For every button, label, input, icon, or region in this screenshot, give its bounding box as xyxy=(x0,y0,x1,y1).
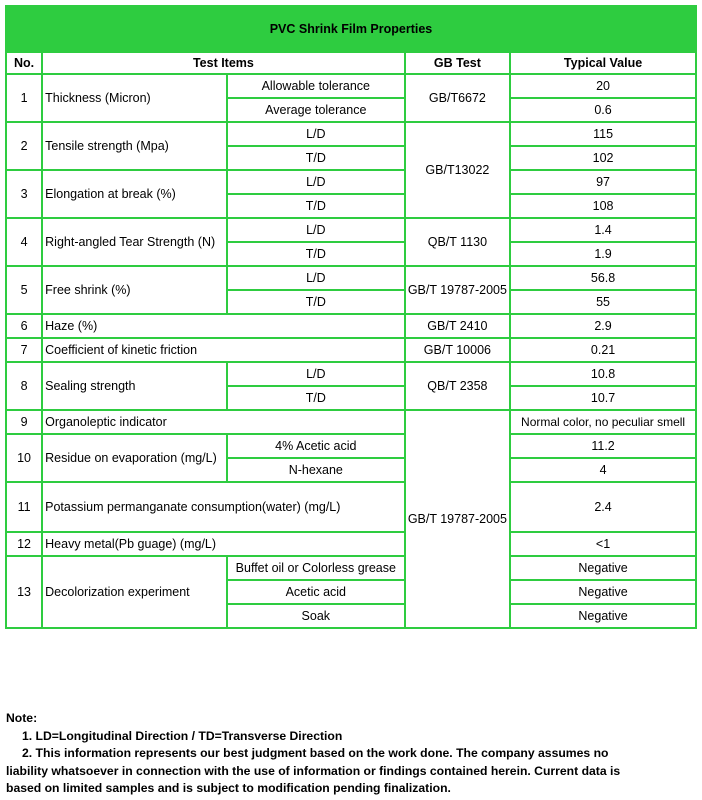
row-no: 3 xyxy=(6,170,42,218)
sub-item: Soak xyxy=(227,604,405,628)
typical-value: 55 xyxy=(510,290,696,314)
typical-value: 4 xyxy=(510,458,696,482)
notes-section xyxy=(6,710,698,798)
note-line-3: liability whatsoever in connection with the use of information or findings contained herein. Current data is xyxy=(6,763,621,778)
typical-value: Negative xyxy=(510,604,696,628)
sub-item: T/D xyxy=(227,146,405,170)
typical-value: 10.7 xyxy=(510,386,696,410)
sub-item: L/D xyxy=(227,218,405,242)
row-no: 4 xyxy=(6,218,42,266)
row-no: 12 xyxy=(6,532,42,556)
row-no: 11 xyxy=(6,482,42,532)
test-item: Heavy metal(Pb guage) (mg/L) xyxy=(42,532,405,556)
sub-item: L/D xyxy=(227,170,405,194)
sub-item: L/D xyxy=(227,122,405,146)
typical-value: 20 xyxy=(510,74,696,98)
sub-item: T/D xyxy=(227,386,405,410)
test-item: Thickness (Micron) xyxy=(42,74,227,122)
test-item: Potassium permanganate consumption(water) (mg/L) xyxy=(42,482,405,532)
typical-value: 11.2 xyxy=(510,434,696,458)
table-title: PVC Shrink Film Properties xyxy=(6,6,696,52)
sub-item: T/D xyxy=(227,290,405,314)
sub-item: 4% Acetic acid xyxy=(227,434,405,458)
table-row xyxy=(6,410,696,434)
table-row xyxy=(6,338,696,362)
note-line-2: 2. This information represents our best judgment based on the work done. The company assumes no xyxy=(22,746,609,760)
typical-value: 1.4 xyxy=(510,218,696,242)
typical-value: 2.9 xyxy=(510,314,696,338)
typical-value: Negative xyxy=(510,580,696,604)
sub-item: T/D xyxy=(227,242,405,266)
table-row xyxy=(6,482,696,532)
sub-item: T/D xyxy=(227,194,405,218)
typical-value: 115 xyxy=(510,122,696,146)
gb-test: GB/T6672 xyxy=(405,74,510,122)
test-item: Haze (%) xyxy=(42,314,405,338)
typical-value: Negative xyxy=(510,556,696,580)
sub-item: L/D xyxy=(227,362,405,386)
row-no: 7 xyxy=(6,338,42,362)
gb-test: GB/T 19787-2005 xyxy=(405,410,510,628)
row-no: 10 xyxy=(6,434,42,482)
test-item: Residue on evaporation (mg/L) xyxy=(42,434,227,482)
typical-value: 0.6 xyxy=(510,98,696,122)
properties-sheet xyxy=(5,5,697,629)
test-item: Free shrink (%) xyxy=(42,266,227,314)
table-row xyxy=(6,556,696,580)
table-row xyxy=(6,362,696,386)
header-test-items: Test Items xyxy=(42,52,405,74)
gb-test: GB/T 19787-2005 xyxy=(405,266,510,314)
typical-value: 102 xyxy=(510,146,696,170)
gb-test: QB/T 1130 xyxy=(405,218,510,266)
typical-value: Normal color, no peculiar smell xyxy=(510,410,696,434)
row-no: 2 xyxy=(6,122,42,170)
header-gb-test: GB Test xyxy=(405,52,510,74)
gb-test: QB/T 2358 xyxy=(405,362,510,410)
test-item: Sealing strength xyxy=(42,362,227,410)
table-row xyxy=(6,266,696,290)
row-no: 9 xyxy=(6,410,42,434)
sub-item: Average tolerance xyxy=(227,98,405,122)
typical-value: 97 xyxy=(510,170,696,194)
test-item: Right-angled Tear Strength (N) xyxy=(42,218,227,266)
typical-value: 0.21 xyxy=(510,338,696,362)
table-row xyxy=(6,434,696,458)
gb-test: GB/T 10006 xyxy=(405,338,510,362)
row-no: 13 xyxy=(6,556,42,628)
typical-value: 108 xyxy=(510,194,696,218)
table-row xyxy=(6,218,696,242)
row-no: 5 xyxy=(6,266,42,314)
sub-item: N-hexane xyxy=(227,458,405,482)
typical-value: <1 xyxy=(510,532,696,556)
sub-item: Buffet oil or Colorless grease xyxy=(227,556,405,580)
typical-value: 10.8 xyxy=(510,362,696,386)
gb-test: GB/T13022 xyxy=(405,122,510,218)
header-typical-value: Typical Value xyxy=(510,52,696,74)
test-item: Coefficient of kinetic friction xyxy=(42,338,405,362)
note-line-4: based on limited samples and is subject to modification pending finalization. xyxy=(6,781,451,795)
header-no: No. xyxy=(6,52,42,74)
row-no: 6 xyxy=(6,314,42,338)
sub-item: L/D xyxy=(227,266,405,290)
typical-value: 56.8 xyxy=(510,266,696,290)
test-item: Decolorization experiment xyxy=(42,556,227,628)
typical-value: 1.9 xyxy=(510,242,696,266)
table-row xyxy=(6,532,696,556)
table-row xyxy=(6,74,696,98)
properties-table xyxy=(5,5,697,629)
test-item: Elongation at break (%) xyxy=(42,170,227,218)
note-line-1: 1. LD=Longitudinal Direction / TD=Transverse Direction xyxy=(22,728,343,743)
row-no: 8 xyxy=(6,362,42,410)
sub-item: Allowable tolerance xyxy=(227,74,405,98)
typical-value: 2.4 xyxy=(510,482,696,532)
sub-item: Acetic acid xyxy=(227,580,405,604)
row-no: 1 xyxy=(6,74,42,122)
gb-test: GB/T 2410 xyxy=(405,314,510,338)
note-label: Note: xyxy=(6,711,38,725)
test-item: Organoleptic indicator xyxy=(42,410,405,434)
table-row xyxy=(6,314,696,338)
table-row xyxy=(6,170,696,194)
test-item: Tensile strength (Mpa) xyxy=(42,122,227,170)
table-row xyxy=(6,122,696,146)
